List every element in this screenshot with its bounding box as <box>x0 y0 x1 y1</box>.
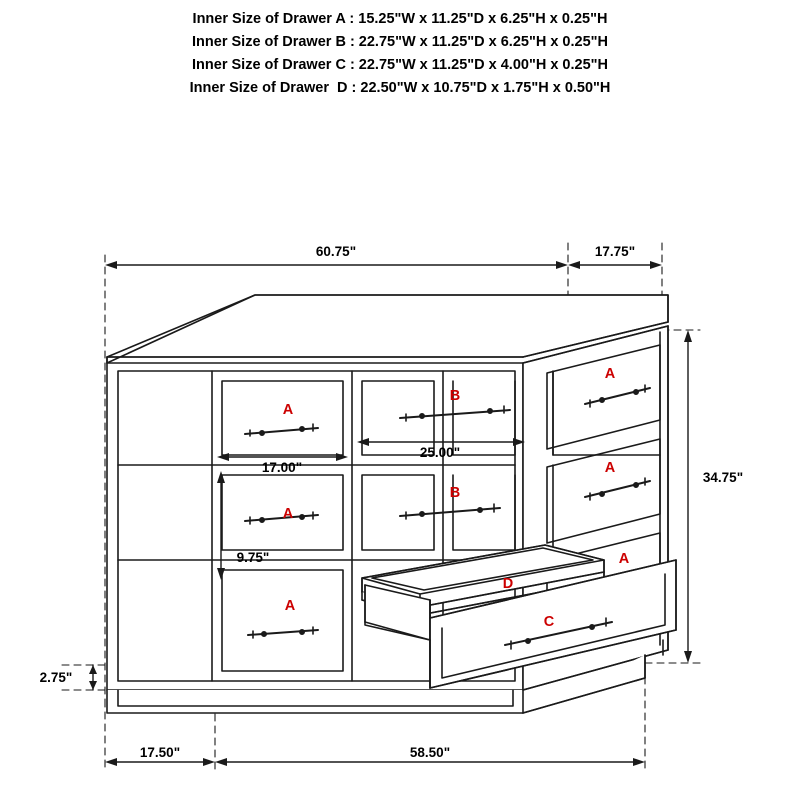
drawer-label-a3: A <box>284 598 296 614</box>
drawer-label-a4: A <box>604 366 616 382</box>
dim-drawer-height: 9.75" <box>236 550 270 565</box>
dim-right-height: 34.75" <box>702 470 744 485</box>
dim-base-width: 58.50" <box>409 745 451 760</box>
drawer-label-b1: B <box>449 388 461 404</box>
drawer-label-b2: B <box>449 485 461 501</box>
drawer-label-a6: A <box>618 551 630 567</box>
dim-drawer-a-width: 17.00" <box>261 460 303 475</box>
drawer-label-a5: A <box>604 460 616 476</box>
spec-line-b: Inner Size of Drawer B : 22.75"W x 11.25"D x 6.25"H x 0.25"H <box>192 34 608 50</box>
drawer-label-a2: A <box>282 506 294 522</box>
spec-line-a: Inner Size of Drawer A : 15.25"W x 11.25"D x 6.25"H x 0.25"H <box>192 11 608 27</box>
dim-top-width: 60.75" <box>315 244 357 259</box>
spec-line-d: Inner Size of Drawer D : 22.50"W x 10.75"D x 1.75"H x 0.50"H <box>189 80 611 96</box>
drawer-label-d1: D <box>502 576 514 592</box>
drawer-label-a1: A <box>282 402 294 418</box>
dim-top-depth: 17.75" <box>594 244 636 259</box>
dim-base-height: 2.75" <box>39 670 73 685</box>
dim-base-depth: 17.50" <box>139 745 181 760</box>
spec-line-c: Inner Size of Drawer C : 22.75"W x 11.25"D x 4.00"H x 0.25"H <box>192 57 608 73</box>
drawer-label-c1: C <box>543 614 555 630</box>
dim-drawer-b-width: 25.00" <box>419 445 461 460</box>
